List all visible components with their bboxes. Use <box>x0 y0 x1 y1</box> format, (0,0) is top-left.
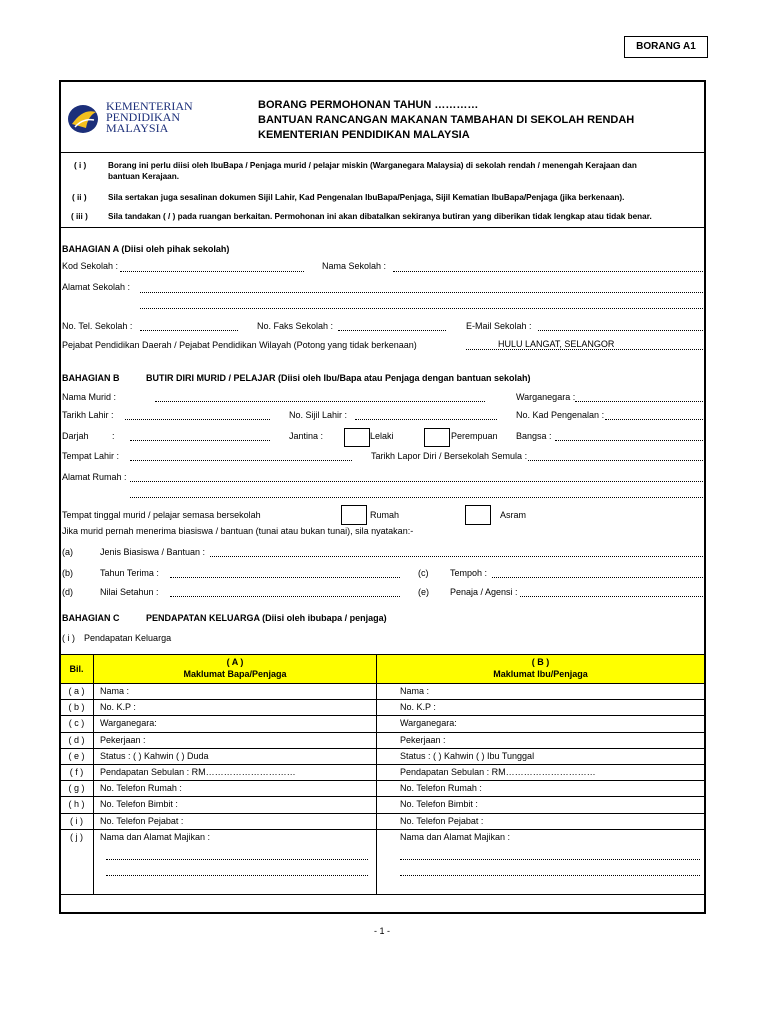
alamat-rumah-label: Alamat Rumah : <box>62 472 127 482</box>
alamat-sekolah-field[interactable] <box>140 292 703 293</box>
row-bil: ( g ) <box>68 783 85 794</box>
divider <box>60 227 705 228</box>
tarikh-lahir-label: Tarikh Lahir : <box>62 410 114 420</box>
no-faks-field[interactable] <box>338 330 446 331</box>
row-mother-field: No. K.P : <box>400 702 436 713</box>
item-c-label: (c) <box>418 568 429 578</box>
employer-address-father-field[interactable] <box>106 859 368 860</box>
no-tel-label: No. Tel. Sekolah : <box>62 321 133 331</box>
table-header-a-title: Maklumat Bapa/Penjaga <box>183 669 287 679</box>
no-sijil-label: No. Sijil Lahir : <box>289 410 348 420</box>
section-b-label: BAHAGIAN B <box>62 373 120 383</box>
table-row-border <box>60 764 705 765</box>
item-a-label: (a) <box>62 547 73 557</box>
alamat-rumah-field[interactable] <box>130 497 703 498</box>
table-border <box>60 654 705 655</box>
row-father-field: Status : ( ) Kahwin ( ) Duda <box>100 750 209 761</box>
row-bil: ( a ) <box>68 686 85 696</box>
tempoh-label: Tempoh : <box>450 568 488 578</box>
penaja-field[interactable] <box>520 596 703 597</box>
table-header-a-code: ( A ) <box>226 657 244 667</box>
warganegara-label: Warganegara : <box>516 392 576 402</box>
pejabat-field[interactable] <box>466 349 703 350</box>
no-sijil-field[interactable] <box>355 419 497 420</box>
table-row-border <box>60 699 705 700</box>
kod-sekolah-label: Kod Sekolah : <box>62 261 119 271</box>
item-e-label: (e) <box>418 587 429 597</box>
row-mother-field: Nama : <box>400 686 430 696</box>
email-field[interactable] <box>538 330 703 331</box>
form-title-line-3: KEMENTERIAN PENDIDIKAN MALAYSIA <box>258 129 470 141</box>
asram-label: Asram <box>500 510 527 520</box>
row-bil: ( h ) <box>68 799 85 810</box>
page-number: - 1 - <box>374 926 391 936</box>
tempat-tinggal-label: Tempat tinggal murid / pelajar semasa bersekolah <box>62 510 261 520</box>
row-bil: ( f ) <box>69 767 84 777</box>
table-border <box>376 654 377 894</box>
instruction-num: ( i ) <box>74 161 87 170</box>
item-b-label: (b) <box>62 568 73 578</box>
table-row-border <box>60 796 705 797</box>
form-title-line-1: BORANG PERMOHONAN TAHUN ………… <box>258 99 479 111</box>
jantina-label: Jantina : <box>289 431 324 441</box>
nama-murid-field[interactable] <box>155 401 485 402</box>
alamat-sekolah-label: Alamat Sekolah : <box>62 282 131 292</box>
alamat-rumah-field[interactable] <box>130 481 703 482</box>
perempuan-checkbox[interactable] <box>424 428 450 447</box>
perempuan-label: Perempuan <box>451 431 498 441</box>
penaja-label: Penaja / Agensi : <box>450 587 518 597</box>
logo-line-3: MALAYSIA <box>106 121 169 135</box>
row-father-field: Nama dan Alamat Majikan : <box>100 831 211 842</box>
instruction-text: bantuan Kerajaan. <box>108 172 179 181</box>
table-row-border <box>60 748 705 749</box>
instruction-text: Sila sertakan juga sesalinan dokumen Sijil Lahir, Kad Pengenalan IbuBapa/Penjaga, Sijil Kematian IbuBapa/Penjaga (jika berkenaan). <box>108 193 625 202</box>
table-header-b-code: ( B ) <box>531 657 550 667</box>
table-header-bil: Bil. <box>69 664 84 674</box>
table-row-border <box>60 732 705 733</box>
alamat-sekolah-field[interactable] <box>140 308 703 309</box>
ministry-logo <box>66 100 216 140</box>
nama-sekolah-field[interactable] <box>393 271 703 272</box>
instruction-num: ( iii ) <box>71 212 88 221</box>
employer-address-father-field[interactable] <box>106 875 368 876</box>
lelaki-label: Lelaki <box>370 431 394 441</box>
row-mother-field: Pendapatan Sebulan : RM………………………… <box>400 767 596 777</box>
row-bil: ( e ) <box>68 750 85 761</box>
no-faks-label: No. Faks Sekolah : <box>257 321 334 331</box>
row-father-field: No. Telefon Bimbit : <box>100 799 178 810</box>
section-a-title: BAHAGIAN A (Diisi oleh pihak sekolah) <box>62 244 230 254</box>
logo-line-1: KEMENTERIAN <box>106 99 193 113</box>
nama-sekolah-label: Nama Sekolah : <box>322 261 387 271</box>
instruction-text: Borang ini perlu diisi oleh IbuBapa / Penjaga murid / pelajar miskin (Warganegara Malaysia) di sekolah rendah / menengah Kerajaan dan <box>108 161 637 170</box>
bangsa-field[interactable] <box>555 440 703 441</box>
row-father-field: Pekerjaan : <box>100 734 146 745</box>
rumah-label: Rumah <box>370 510 400 520</box>
tahun-terima-field[interactable] <box>170 577 400 578</box>
jenis-biasiswa-label: Jenis Biasiswa / Bantuan : <box>100 547 206 557</box>
row-mother-field: No. Telefon Rumah : <box>400 783 482 794</box>
table-row-border <box>60 715 705 716</box>
biasiswa-intro: Jika murid pernah menerima biasiswa / bantuan (tunai atau bukan tunai), sila nyatakan:- <box>62 526 414 536</box>
tahun-terima-label: Tahun Terima : <box>100 568 159 578</box>
section-c-label: BAHAGIAN C <box>62 613 120 623</box>
nama-murid-label: Nama Murid : <box>62 392 117 402</box>
logo-line-2: PENDIDIKAN <box>106 110 180 124</box>
employer-address-mother-field[interactable] <box>400 859 700 860</box>
pejabat-label: Pejabat Pendidikan Daerah / Pejabat Pendidikan Wilayah (Potong yang tidak berkenaan) <box>62 340 417 350</box>
divider <box>60 152 705 153</box>
row-bil: ( b ) <box>68 702 85 713</box>
tarikh-lapor-label: Tarikh Lapor Diri / Bersekolah Semula : <box>371 451 528 461</box>
row-mother-field: Pekerjaan : <box>400 734 446 745</box>
pejabat-value: HULU LANGAT, SELANGOR <box>498 339 615 349</box>
rumah-checkbox[interactable] <box>341 505 367 525</box>
row-bil: ( c ) <box>68 718 85 729</box>
email-label: E-Mail Sekolah : <box>466 321 532 331</box>
bangsa-label: Bangsa : <box>516 431 552 441</box>
section-c-sub-title: Pendapatan Keluarga <box>84 633 172 643</box>
table-row-border <box>60 780 705 781</box>
darjah-label: Darjah <box>62 431 89 441</box>
form-code-badge: BORANG A1 <box>624 36 708 58</box>
row-mother-field: Warganegara: <box>400 718 457 729</box>
row-mother-field: No. Telefon Pejabat : <box>400 815 484 826</box>
nilai-setahun-field[interactable] <box>170 596 400 597</box>
table-border <box>93 654 94 894</box>
tempoh-field[interactable] <box>492 577 703 578</box>
row-bil: ( d ) <box>68 734 85 745</box>
row-bil: ( i ) <box>70 815 83 826</box>
no-kad-field[interactable] <box>605 419 703 420</box>
tarikh-lapor-field[interactable] <box>528 460 703 461</box>
row-father-field: No. Telefon Rumah : <box>100 783 182 794</box>
lelaki-checkbox[interactable] <box>344 428 370 447</box>
row-father-field: No. Telefon Pejabat : <box>100 815 184 826</box>
row-bil: ( j ) <box>70 831 83 842</box>
darjah-colon: : <box>112 431 115 441</box>
tarikh-lahir-field[interactable] <box>125 419 270 420</box>
row-mother-field: Status : ( ) Kahwin ( ) Ibu Tunggal <box>400 750 535 761</box>
tempat-lahir-label: Tempat Lahir : <box>62 451 120 461</box>
tempat-lahir-field[interactable] <box>130 460 352 461</box>
row-father-field: Nama : <box>100 686 130 696</box>
row-father-field: Warganegara: <box>100 718 157 729</box>
jenis-biasiswa-field[interactable] <box>210 556 703 557</box>
row-mother-field: Nama dan Alamat Majikan : <box>400 831 511 842</box>
nilai-setahun-label: Nilai Setahun : <box>100 587 159 597</box>
no-kad-label: No. Kad Pengenalan : <box>516 410 605 420</box>
instruction-num: ( ii ) <box>72 193 87 202</box>
ministry-emblem-icon <box>66 102 104 136</box>
employer-address-mother-field[interactable] <box>400 875 700 876</box>
item-d-label: (d) <box>62 587 73 597</box>
warganegara-field[interactable] <box>575 401 703 402</box>
asram-checkbox[interactable] <box>465 505 491 525</box>
darjah-field[interactable] <box>130 440 270 441</box>
section-c-title: PENDAPATAN KELUARGA (Diisi oleh ibubapa / penjaga) <box>146 613 387 623</box>
instruction-text: Sila tandakan ( / ) pada ruangan berkaitan. Permohonan ini akan dibatalkan sekiranya butiran yang diberikan tidak lengkap atau tidak benar. <box>108 212 652 221</box>
table-border <box>60 683 705 684</box>
table-row-border <box>60 813 705 814</box>
row-mother-field: No. Telefon Bimbit : <box>400 799 478 810</box>
row-father-field: Pendapatan Sebulan : RM………………………… <box>100 767 296 777</box>
table-row-border <box>60 829 705 830</box>
table-header-b-title: Maklumat Ibu/Penjaga <box>493 669 588 679</box>
form-title-line-2: BANTUAN RANCANGAN MAKANAN TAMBAHAN DI SEKOLAH RENDAH <box>258 114 635 126</box>
kod-sekolah-field[interactable] <box>120 271 304 272</box>
table-border <box>60 894 705 895</box>
section-b-title: BUTIR DIRI MURID / PELAJAR (Diisi oleh Ibu/Bapa atau Penjaga dengan bantuan sekolah) <box>146 373 531 383</box>
no-tel-field[interactable] <box>140 330 238 331</box>
row-father-field: No. K.P : <box>100 702 136 713</box>
section-c-sub-num: ( i ) <box>62 633 75 643</box>
